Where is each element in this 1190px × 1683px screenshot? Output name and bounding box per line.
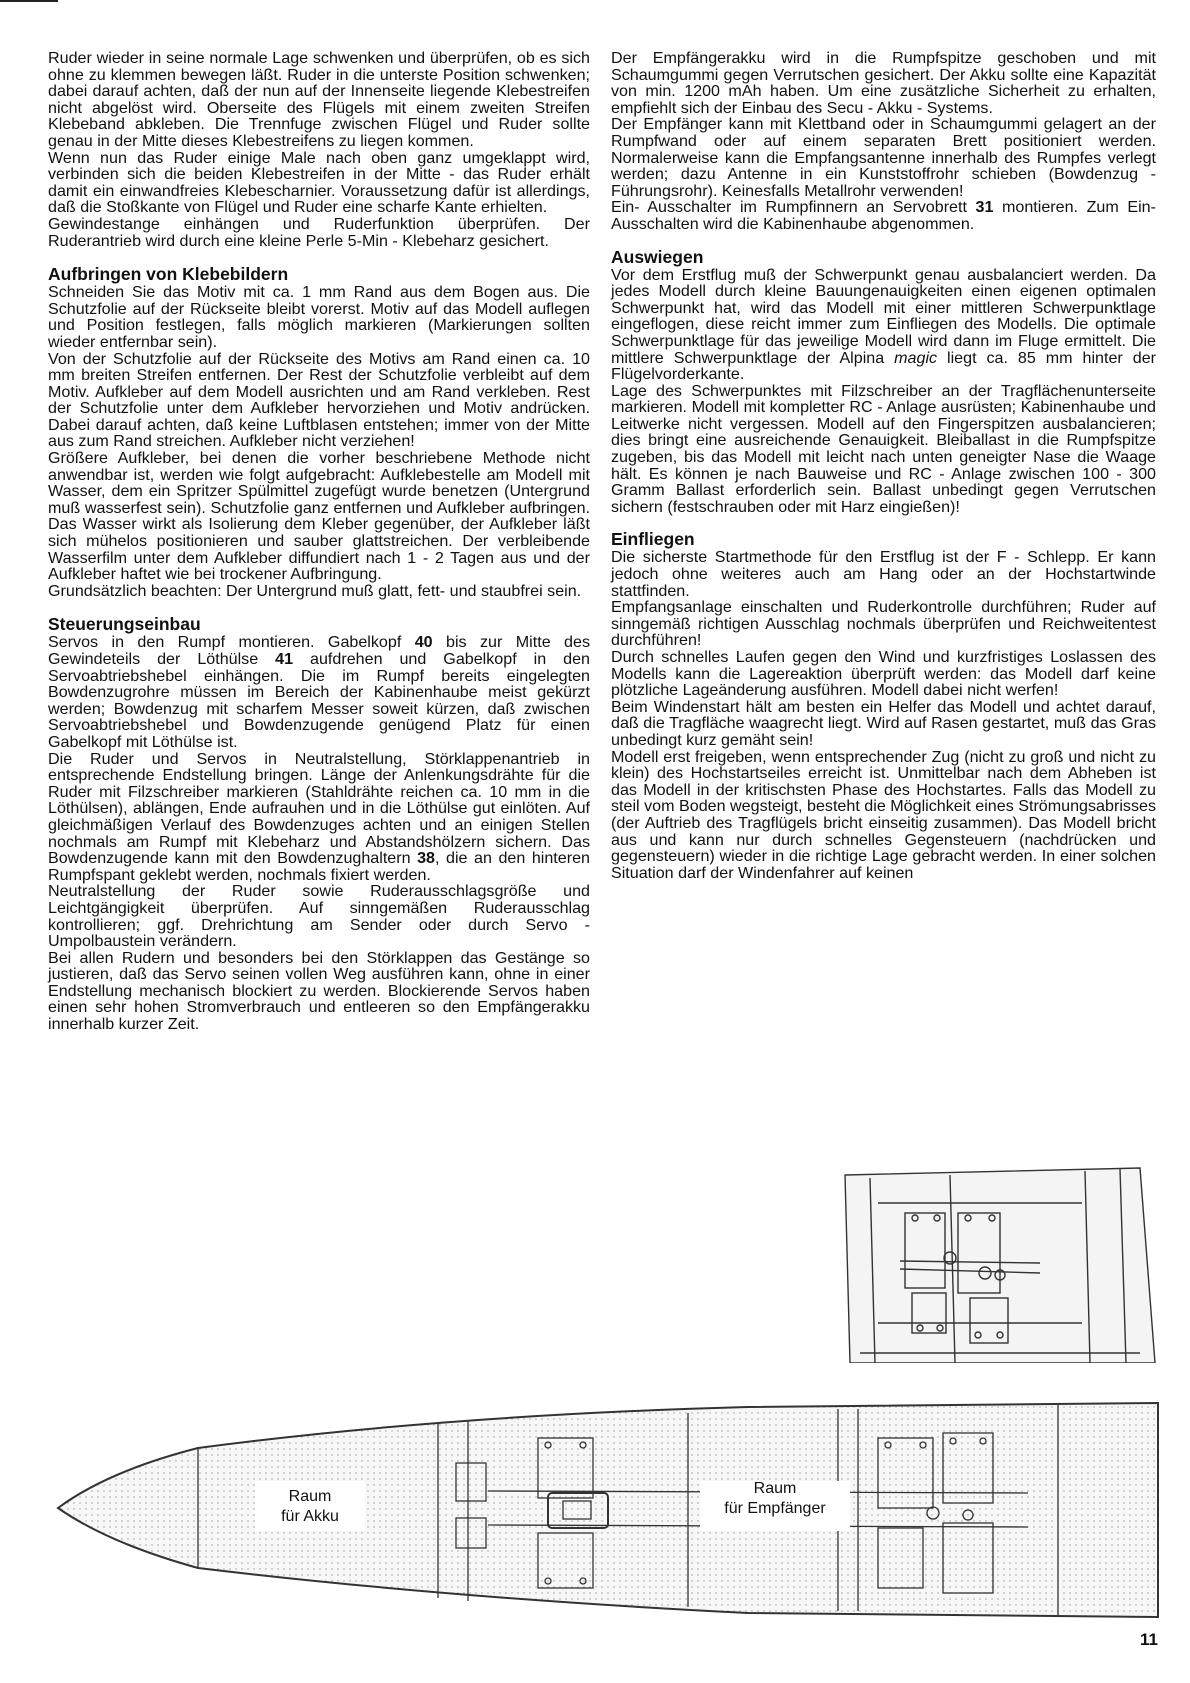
right-column xyxy=(611,50,1156,881)
heading-auswiegen: Auswiegen xyxy=(611,246,704,267)
part-number: 41 xyxy=(275,650,294,668)
label-akku-line2: für Akku xyxy=(281,1508,339,1525)
heading-einfliegen: Einfliegen xyxy=(611,529,695,550)
part-number: 40 xyxy=(414,633,433,652)
paragraph: Gewindestange einhängen und Ruderfunktion überprüfen. Der Ruderantrieb wird durch eine kleine Perle 5-Min - Klebeharz gesichert. xyxy=(48,214,590,250)
paragraph: Der Empfänger kann mit Klettband oder in Schaumgummi gelagert an der Rumpfwand oder auf einem separaten Brett positioniert werden. Normalerweise kann die Empfangsantenne innerhalb des Rumpfes verlegt werden; dazu Antenne in ein Kunststoffrohr schieben (Bowdenzug - Führungsrohr). Keinesfalls Metallrohr verwenden! xyxy=(611,115,1156,200)
label-akku-line1: Raum xyxy=(288,1488,332,1505)
paragraph: Der Empfängerakku wird in die Rumpfspitze geschoben und mit Schaumgummi gegen Verrutschen gesichert. Der Akku sollte eine Kapazität von min. 1200 mAh haben. Um eine zusätzliche Sicherheit zu erhalten, empfiehlt sich der Einbau des Secu - Akku - Systems. xyxy=(611,49,1156,117)
paragraph: Servos in den Rumpf montieren. Gabelkopf 40 bis zur Mitte des Gewindeteils der Löthülse 41 aufdrehen und Gabelkopf in den Servoabtriebshebel einhängen. Die im Rumpf bereits eingelegten Bowdenzugrohre müssen im Bereich der Kabinenhaube meist gekürzt werden; Bowdenzug mit scharfem Messer soweit kürzen, daß zwischen Servoabtriebshebel und Bowdenzugende genügend Platz für einen Gabelkopf mit Löthülse ist. xyxy=(48,633,591,751)
paragraph: Modell erst freigeben, wenn entsprechender Zug (nicht zu groß und nicht zu klein) des Hochstartseiles erreicht ist. Unmittelbar nach dem Abheben ist das Modell in der kritischsten Phase des Hochstartes. Falls das Modell zu steil vom Boden wegsteigt, besteht die Möglichkeit eines Strömungsabrisses (der Auftrieb des Tragflügels bricht einseitig zusammen). Das Modell bricht aus und kann nur durch schnelles Gegensteuern (nachdrücken und gegensteuern) wieder in die richtige Lage gebracht werden. In einer solchen Situation darf der Windenfahrer auf keinen xyxy=(611,747,1156,882)
paragraph: Größere Aufkleber, bei denen die vorher beschriebene Methode nicht anwendbar ist, werden wie folgt aufgebracht: Aufklebestelle am Modell mit Wasser, dem ein Spritzer Spülmittel zugefügt wurde benetzen (Untergrund muß wasserfest sein). Schutzfolie ganz entfernen und Aufkleber aufbringen. Das Wasser wirkt als Isolierung dem Kleber gegenüber, der Aufkleber läßt sich mühelos positionieren und sauber glattstreichen. Der verbleibende Wasserfilm unter dem Aufkleber diffundiert nach 1 - 2 Tagen aus und der Aufkleber haftet wie bei trockener Aufbringung. xyxy=(48,449,590,584)
paragraph: Durch schnelles Laufen gegen den Wind und kurzfristiges Loslassen des Modells kann die Lagereaktion überprüft werden: das Modell darf keine plötzliche Lageänderung ausführen. Modell dabei nicht werfen! xyxy=(611,648,1156,700)
left-column xyxy=(48,50,590,1033)
paragraph: Die sicherste Startmethode für den Erstflug ist der F - Schlepp. Er kann jedoch ohne weiteres auch am Hang oder an der Hochstartwinde stattfinden. xyxy=(611,548,1156,600)
paragraph: Lage des Schwerpunktes mit Filzschreiber an der Tragflächenunterseite markieren. Modell mit kompletter RC - Anlage ausrüsten; Kabinenhaube und Leitwerke nicht vergessen. Modell auf den Fingerspitzen ausbalancieren; dies bringt eine ausreichende Genauigkeit. Bleiballast in die Rumpfspitze zugeben, bis das Modell mit leicht nach unten geneigter Nase die Waage hält. Es können je nach Bauweise und RC - Anlage zwischen 100 - 300 Gramm Ballast erforderlich sein. Ballast unbedingt gegen Verrutschen sichern (festschrauben oder mit Harz eingießen)! xyxy=(611,381,1156,516)
part-number: 31 xyxy=(975,198,994,217)
paragraph: Von der Schutzfolie auf der Rückseite des Motivs am Rand einen ca. 10 mm breiten Streifen entfernen. Der Rest der Schutzfolie verbleibt auf dem Motiv. Aufkleber auf dem Modell ausrichten und am Rand verkleben. Rest der Schutzfolie unter dem Aufkleber hervorziehen und Motiv andrücken. Dabei darauf achten, daß keine Luftblasen entstehen; immer von der Mitte aus zum Rand streichen. Aufkleber nicht verziehen! xyxy=(48,349,590,451)
paragraph: Ruder wieder in seine normale Lage schwenken und überprüfen, ob es sich ohne zu klemmen bewegen läßt. Ruder in die unterste Position schwenken; dabei darauf achten, daß der nun auf der Innenseite liegende Klebestreifen nicht abgelöst wird. Oberseite des Flügels mit einem zweiten Streifen Klebeband abkleben. Die Trennfuge zwischen Flügel und Ruder sollte genau in der Mitte dieses Klebestreifens zu liegen kommen. xyxy=(48,49,590,150)
top-rule xyxy=(0,0,58,2)
heading-klebebilder: Aufbringen von Klebebildern xyxy=(48,264,289,285)
label-empfaenger-line1: Raum xyxy=(753,1480,797,1497)
paragraph: Wenn nun das Ruder einige Male nach oben ganz umgeklappt wird, verbinden sich die beiden Klebestreifen in der Mitte - das Ruder erhält damit ein einwandfreies Klebescharnier. Voraussetzung dafür ist allerdings, daß die Stoßkante von Flügel und Ruder eine scharfe Kante erhielten. xyxy=(48,148,590,217)
paragraph: Beim Windenstart hält am besten ein Helfer das Modell und achtet darauf, daß die Tragfläche waagrecht liegt. Wird auf Rasen gestartet, muß das Gras unbedingt kurz gemäht sein! xyxy=(611,697,1156,749)
heading-steuerungseinbau: Steuerungseinbau xyxy=(48,614,201,635)
part-number: 38 xyxy=(417,849,435,868)
model-name: magic xyxy=(894,348,938,367)
fuselage-figure xyxy=(48,1393,1163,1623)
paragraph: Die Ruder und Servos in Neutralstellung, Störklappenantrieb in entsprechende Endstellung bringen. Länge der Anlenkungsdrähte für die Ruder mit Filzschreiber markieren (Stahldrähte reichen ca. 10 mm in die Löthülsen), ablängen, Ende aufrauhen und in die Löthülse gut einlöten. Auf gleichmäßigen Verlauf des Bowdenzuges achten und an einigen Stellen nochmals am Rumpf mit Klebeharz und Abstandshölzern sichern. Das Bowdenzugende kann mit den Bowdenzughaltern 38, die an den hinteren Rumpfspant geklebt werden, nochmals fixiert werden. xyxy=(48,749,590,884)
page-number: 11 xyxy=(1140,1630,1158,1649)
paragraph: Schneiden Sie das Motiv mit ca. 1 mm Rand aus dem Bogen aus. Die Schutzfolie auf der Rückseite bleibt vorerst. Motiv auf das Modell auflegen und Position festlegen, falls möglich markieren (Markierungen sollten wieder entfernbar sein). xyxy=(48,283,590,351)
servo-board-figure xyxy=(840,1163,1160,1363)
paragraph: Empfangsanlage einschalten und Ruderkontrolle durchführen; Ruder auf sinngemäß richtigen Ausschlag nochmals überprüfen und Reichweitentest durchführen! xyxy=(611,598,1156,650)
paragraph: Bei allen Rudern und besonders bei den Störklappen das Gestänge so justieren, daß das Servo seinen vollen Weg ausführen kann, ohne in einer Endstellung mechanisch blockiert zu werden. Blockierende Servos haben einen sehr hohen Stromverbrauch und entleeren so den Empfängerakku innerhalb kurzer Zeit. xyxy=(48,948,590,1034)
paragraph: Neutralstellung der Ruder sowie Ruderausschlagsgröße und Leichtgängigkeit überprüfen. Auf sinngemäßen Ruderausschlag kontrollieren; ggf. Drehrichtung am Sender oder durch Servo - Umpolbaustein verändern. xyxy=(48,882,590,951)
paragraph: Vor dem Erstflug muß der Schwerpunkt genau ausbalanciert werden. Da jedes Modell durch kleine Bauungenauigkeiten einen eigenen optimalen Schwerpunkt hat, wird das Modell mit einer mittleren Schwerpunktlage eingeflogen, diese reicht immer zum Einfliegen des Modells. Die optimale Schwerpunktlage für das jeweilige Modell wird dann im Fluge ermittelt. Die mittlere Schwerpunktlage der Alpina magic liegt ca. 85 mm hinter der Flügelvorderkante. xyxy=(611,265,1156,384)
paragraph: Grundsätzlich beachten: Der Untergrund muß glatt, fett- und staubfrei sein. xyxy=(48,581,582,600)
paragraph: Ein- Ausschalter im Rumpfinnern an Servobrett 31 montieren. Zum Ein- Ausschalten wird die Kabinenhaube abgenommen. xyxy=(611,198,1156,233)
label-empfaenger-line2: für Empfänger xyxy=(724,1500,826,1517)
